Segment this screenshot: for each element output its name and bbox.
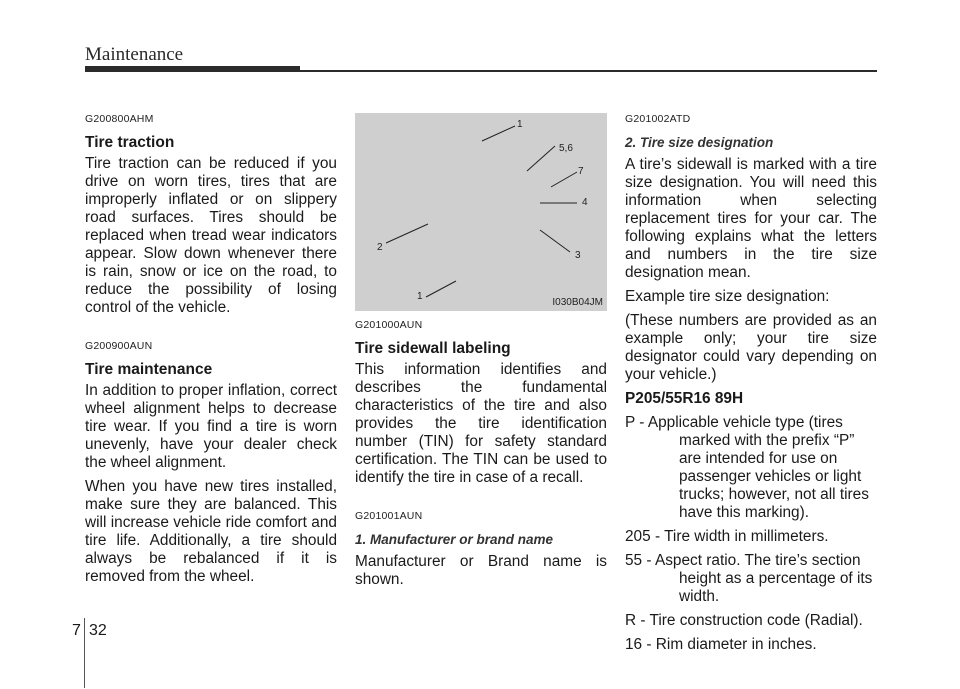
paragraph: When you have new tires installed, make sure they are balanced. This will increase vehicle ride comfort and tire life. Additionally, a tire should always be rebalanced if it is removed from the wheel. <box>85 478 337 585</box>
tire-sidewall-figure <box>355 113 607 311</box>
definition-item: 55 - Aspect ratio. The tire’s section height as a percentage of its width. <box>625 552 873 605</box>
paragraph: This information identifies and describes the fundamental characteristics of the tire and also provides the tire identification number (TIN) for safety standard certification. The TIN can be used to identify the tire in case of a recall. <box>355 361 607 486</box>
subheading-size-designation: 2. Tire size designation <box>625 135 774 150</box>
callout-label: 2 <box>377 242 383 253</box>
heading-sidewall-labeling: Tire sidewall labeling <box>355 340 511 357</box>
section-code: G201001AUN <box>355 510 423 522</box>
header-title: Maintenance <box>85 44 184 65</box>
definition-item: P - Applicable vehicle type (tires marked with the prefix “P” are intended for use on passenger vehicles or light trucks; however, not all tires have this marking). <box>625 414 869 521</box>
paragraph: A tire’s sidewall is marked with a tire size designation. You will need this information when selecting replacement tires for your car. The following explains what the letters and numbers in the tire size designation mean. <box>625 156 877 281</box>
paragraph: Example tire size designation: <box>625 288 830 305</box>
page-number: 32 <box>89 622 107 639</box>
header-rule-thick <box>85 66 300 72</box>
callout-label: 7 <box>578 166 584 177</box>
section-code: G201000AUN <box>355 319 423 331</box>
heading-tire-maintenance: Tire maintenance <box>85 361 213 378</box>
paragraph: (These numbers are provided as an example only; your tire size designator could vary depending on your vehicle.) <box>625 312 877 383</box>
column-middle <box>355 316 607 595</box>
example-size: P205/55R16 89H <box>625 390 744 407</box>
figure-code: I030B04JM <box>552 297 603 308</box>
page-divider <box>84 618 85 688</box>
callout-label: 1 <box>517 119 523 130</box>
definition-item: 16 - Rim diameter in inches. <box>625 636 817 653</box>
header-rule-thin <box>300 70 877 72</box>
column-left <box>85 110 337 592</box>
section-code: G201002ATD <box>625 113 691 125</box>
callout-label: 5,6 <box>559 143 573 154</box>
callout-label: 4 <box>582 197 588 208</box>
section-code: G200800AHM <box>85 113 154 125</box>
subheading-brand-name: 1. Manufacturer or brand name <box>355 532 554 547</box>
section-code: G200900AUN <box>85 340 153 352</box>
definition-item: 205 - Tire width in millimeters. <box>625 528 829 545</box>
definition-item: R - Tire construction code (Radial). <box>625 612 863 629</box>
heading-tire-traction: Tire traction <box>85 134 175 151</box>
paragraph: Tire traction can be reduced if you drive on worn tires, tires that are improperly inflated or on slippery road surfaces. Tires should be replaced when tread wear indicators appear. Slow down whenever there is rain, snow or ice on the road, to reduce the possibility of losing control of the vehicle. <box>85 155 337 316</box>
callout-label: 1 <box>417 291 423 302</box>
column-right <box>625 110 877 660</box>
paragraph: Manufacturer or Brand name is shown. <box>355 553 607 588</box>
section-number: 7 <box>72 622 81 639</box>
callout-label: 3 <box>575 250 581 261</box>
paragraph: In addition to proper inflation, correct wheel alignment helps to decrease tire wear. If you find a tire is worn unevenly, have your dealer check the wheel alignment. <box>85 382 337 471</box>
